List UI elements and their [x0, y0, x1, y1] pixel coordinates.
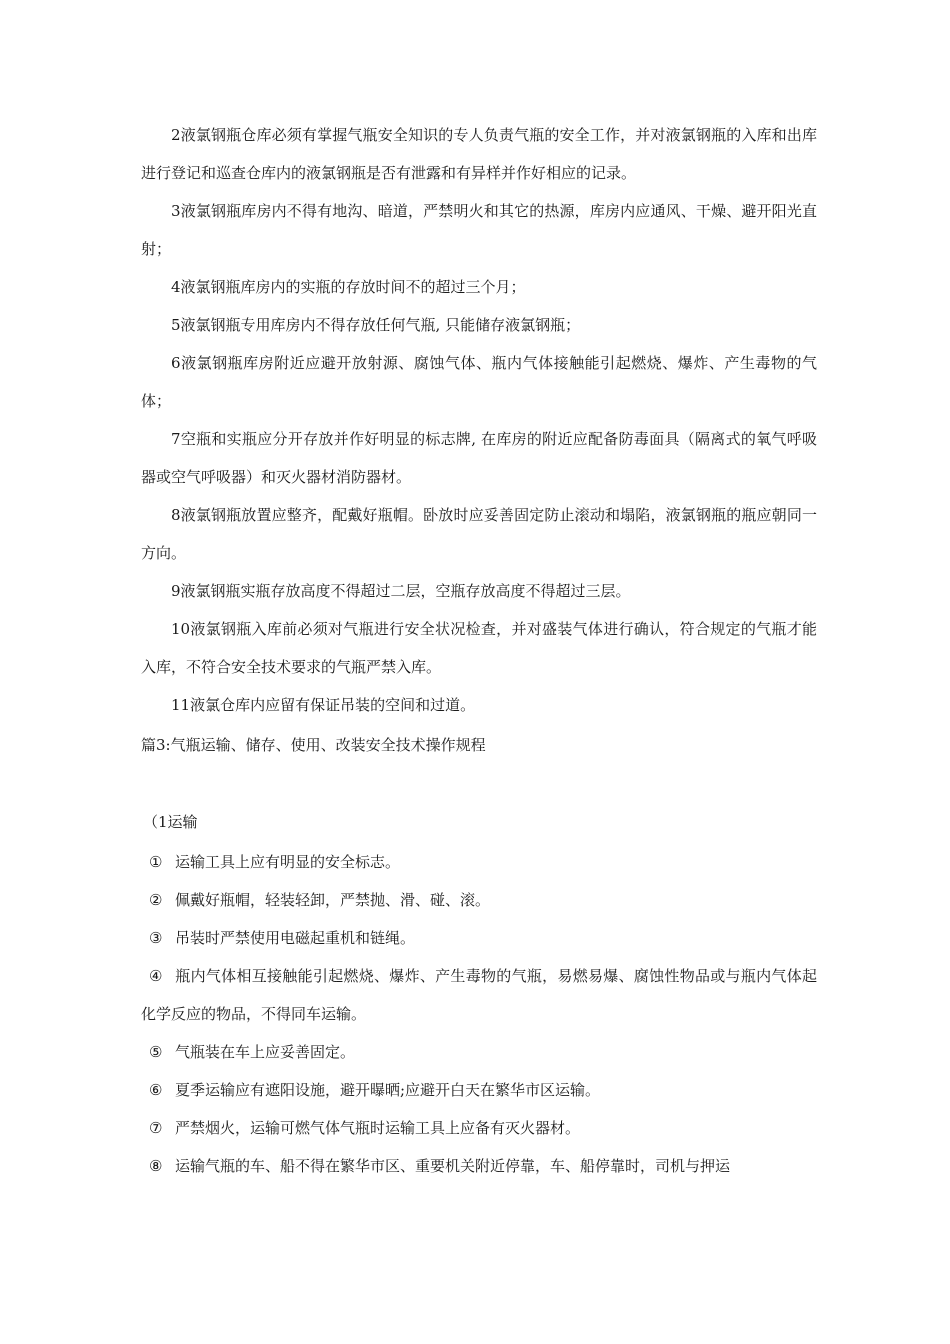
transport-item-7 [141, 1109, 817, 1147]
item-text: 瓶内气体相互接触能引起燃烧、爆炸、产生毒物的气瓶，易燃易爆、腐蚀性物品或与瓶内气体起化学反应的物品，不得同车运输。 [141, 967, 817, 1023]
item-text: 佩戴好瓶帽，轻装轻卸，严禁抛、滑、碰、滚。 [175, 891, 491, 909]
section-title: 篇3:气瓶运输、储存、使用、改装安全技术操作规程 [141, 736, 486, 754]
rule-paragraph-2: 2液氯钢瓶仓库必须有掌握气瓶安全知识的专人负责气瓶的安全工作，并对液氯钢瓶的入库和出库进行登记和巡查仓库内的液氯钢瓶是否有泄露和有异样并作好相应的记录。 [141, 126, 817, 182]
transport-item-1 [141, 843, 817, 881]
transport-item-8 [141, 1147, 817, 1185]
item-number: ⑧ [149, 1157, 163, 1175]
document-body [141, 116, 817, 1185]
rule-paragraph-8: 8液氯钢瓶放置应整齐，配戴好瓶帽。卧放时应妥善固定防止滚动和塌陷，液氯钢瓶的瓶应朝同一方向。 [141, 506, 817, 562]
item-number: ④ [149, 967, 163, 985]
item-text: 吊装时严禁使用电磁起重机和链绳。 [175, 929, 416, 947]
rule-paragraph-4: 4液氯钢瓶库房内的实瓶的存放时间不的超过三个月； [171, 278, 526, 296]
rule-paragraph-3: 3液氯钢瓶库房内不得有地沟、暗道，严禁明火和其它的热源，库房内应通风、干燥、避开阳光直射； [141, 202, 817, 258]
item-text: 夏季运输应有遮阳设施，避开曝晒;应避开白天在繁华市区运输。 [175, 1081, 601, 1099]
item-text: 气瓶装在车上应妥善固定。 [175, 1043, 356, 1061]
item-number: ② [149, 891, 163, 909]
subsection-title: （1运输 [143, 813, 198, 831]
item-text: 严禁烟火，运输可燃气体气瓶时运输工具上应备有灭火器材。 [175, 1119, 581, 1137]
transport-item-3 [141, 919, 817, 957]
rule-paragraph-10: 10液氯钢瓶入库前必须对气瓶进行安全状况检查，并对盛装气体进行确认，符合规定的气瓶才能入库，不符合安全技术要求的气瓶严禁入库。 [141, 620, 817, 676]
rule-paragraph-6: 6液氯钢瓶库房附近应避开放射源、腐蚀气体、瓶内气体接触能引起燃烧、爆炸、产生毒物的气体； [141, 354, 817, 410]
transport-item-2 [141, 881, 817, 919]
rule-paragraph-5: 5液氯钢瓶专用库房内不得存放任何气瓶, 只能储存液氯钢瓶； [171, 316, 581, 334]
item-number: ⑤ [149, 1043, 163, 1061]
item-text: 运输气瓶的车、船不得在繁华市区、重要机关附近停靠，车、船停靠时，司机与押运 [175, 1157, 731, 1175]
item-number: ③ [149, 929, 163, 947]
item-text: 运输工具上应有明显的安全标志。 [175, 853, 401, 871]
item-number: ⑥ [149, 1081, 163, 1099]
item-number: ⑦ [149, 1119, 163, 1137]
item-number: ① [149, 853, 163, 871]
rule-paragraph-7: 7空瓶和实瓶应分开存放并作好明显的标志牌, 在库房的附近应配备防毒面具（隔离式的氧气呼吸器或空气呼吸器）和灭火器材消防器材。 [141, 430, 817, 486]
rule-paragraph-11: 11液氯仓库内应留有保证吊装的空间和过道。 [171, 696, 476, 714]
transport-item-4 [141, 957, 817, 1033]
rule-paragraph-9: 9液氯钢瓶实瓶存放高度不得超过二层，空瓶存放高度不得超过三层。 [171, 582, 631, 600]
transport-item-6 [141, 1071, 817, 1109]
transport-item-5 [141, 1033, 817, 1071]
